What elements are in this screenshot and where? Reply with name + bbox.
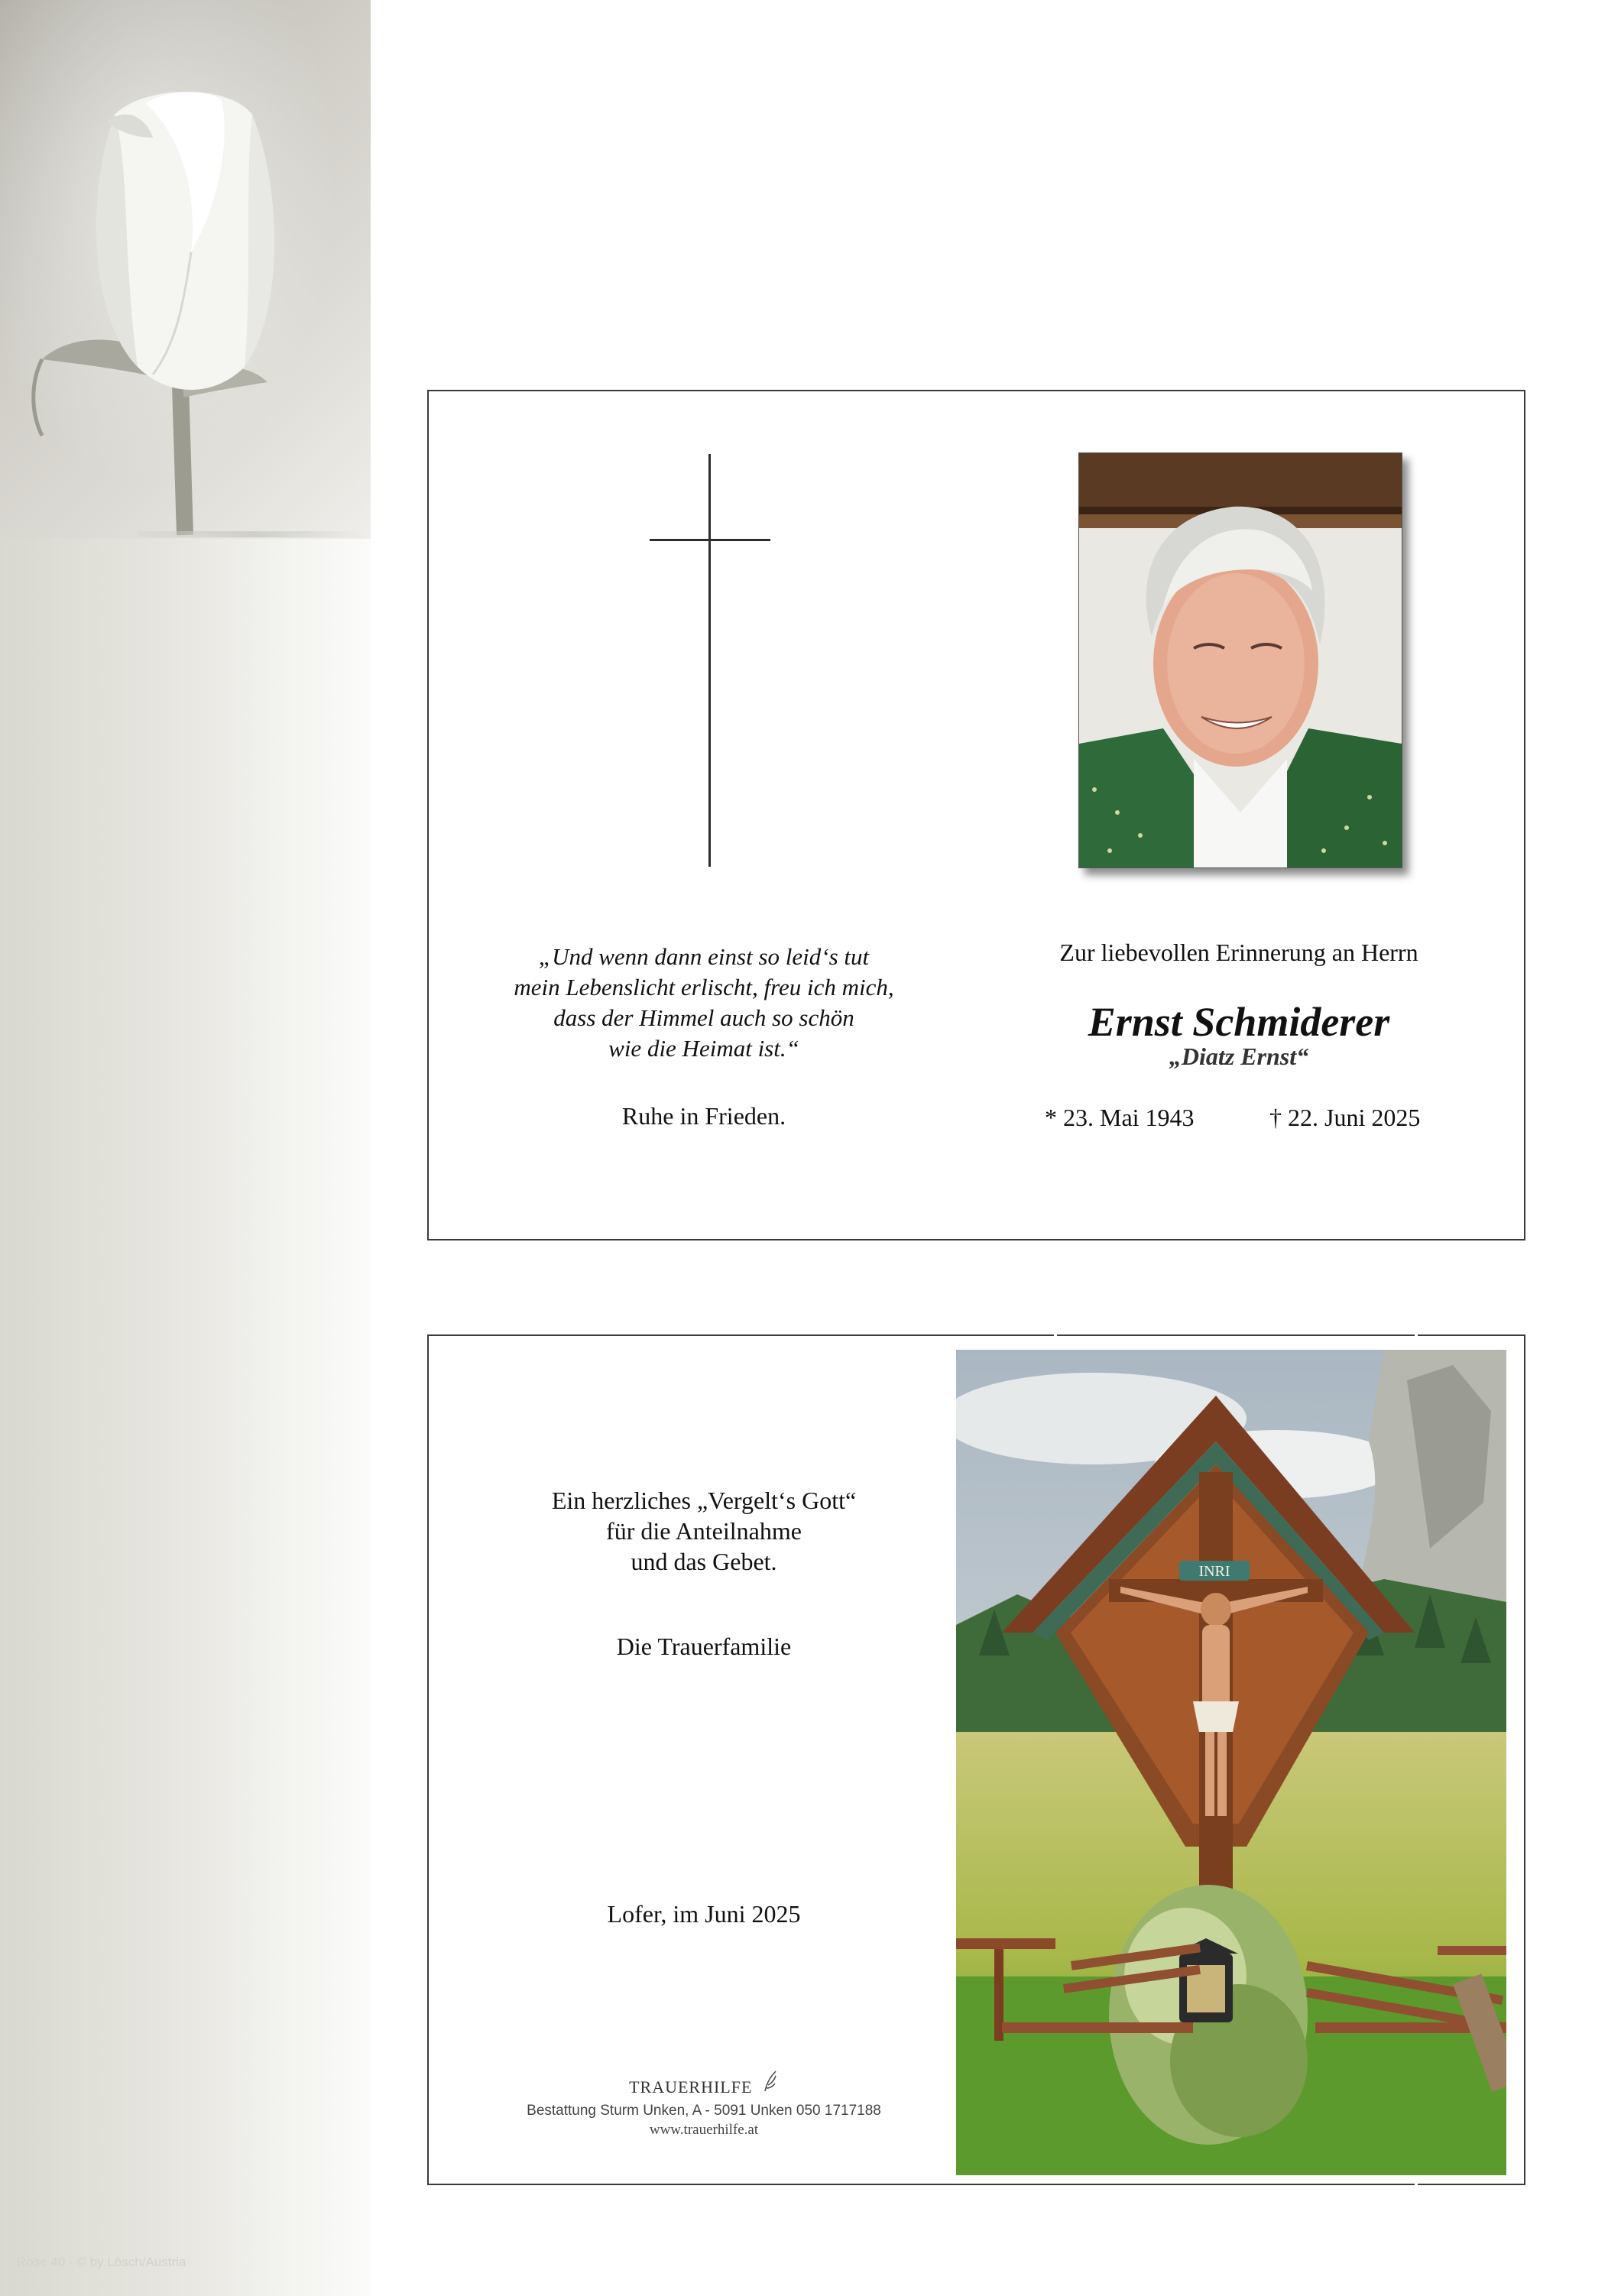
fold-mark bbox=[1415, 2181, 1418, 2189]
funeral-home-logo bbox=[490, 2070, 918, 2097]
cross-icon-horizontal bbox=[650, 539, 770, 541]
dove-icon bbox=[762, 2070, 779, 2097]
fold-mark bbox=[1054, 1331, 1057, 1339]
quote-line: mein Lebenslicht erlischt, freu ich mich, bbox=[514, 974, 894, 1000]
wayside-cross-photo bbox=[956, 1350, 1506, 2175]
farewell-text: Ruhe in Frieden. bbox=[621, 1102, 786, 1130]
memorial-intro: Zur liebevollen Erinnerung an Herrn bbox=[1059, 939, 1418, 966]
quote-line: dass der Himmel auch so schön bbox=[553, 1004, 854, 1031]
thanks-line: und das Gebet. bbox=[631, 1548, 777, 1575]
thanks-line: Ein herzliches „Vergelt‘s Gott“ bbox=[551, 1487, 857, 1514]
quote-line: wie die Heimat ist.“ bbox=[608, 1035, 799, 1062]
rose-shelf-line bbox=[138, 531, 367, 537]
deceased-nickname: „Diatz Ernst“ bbox=[1169, 1043, 1309, 1070]
fold-mark bbox=[1415, 1331, 1418, 1339]
thanks-line: für die Anteilnahme bbox=[606, 1517, 802, 1545]
family-signature: Die Trauerfamilie bbox=[616, 1633, 792, 1660]
deceased-portrait bbox=[1078, 452, 1402, 868]
inri-sign: INRI bbox=[1198, 1563, 1230, 1580]
funeral-home-website: www.trauerhilfe.at bbox=[649, 2122, 759, 2138]
death-date: † 22. Juni 2025 bbox=[1269, 1104, 1421, 1131]
copyright-credit: Rose 40 · © by Lösch/Austria bbox=[17, 2255, 186, 2269]
memorial-card-front bbox=[427, 390, 1525, 1240]
thank-you-message bbox=[490, 1485, 918, 1577]
quote-line: „Und wenn dann einst so leid‘s tut bbox=[538, 943, 870, 970]
deceased-name: Ernst Schmiderer bbox=[1088, 999, 1390, 1045]
sidebar-background bbox=[0, 0, 371, 2296]
rose-photo bbox=[0, 0, 371, 539]
white-rose-image bbox=[0, 0, 371, 539]
memorial-quote bbox=[459, 942, 948, 1064]
cross-icon-vertical bbox=[708, 454, 711, 867]
place-and-date: Lofer, im Juni 2025 bbox=[607, 1900, 801, 1928]
memorial-card-back bbox=[427, 1334, 1525, 2185]
logo-text: TRAUERHILFE bbox=[629, 2077, 753, 2097]
funeral-home-address: Bestattung Sturm Unken, A - 5091 Unken 050 1717188 bbox=[527, 2103, 881, 2119]
birth-date: * 23. Mai 1943 bbox=[1045, 1104, 1195, 1131]
